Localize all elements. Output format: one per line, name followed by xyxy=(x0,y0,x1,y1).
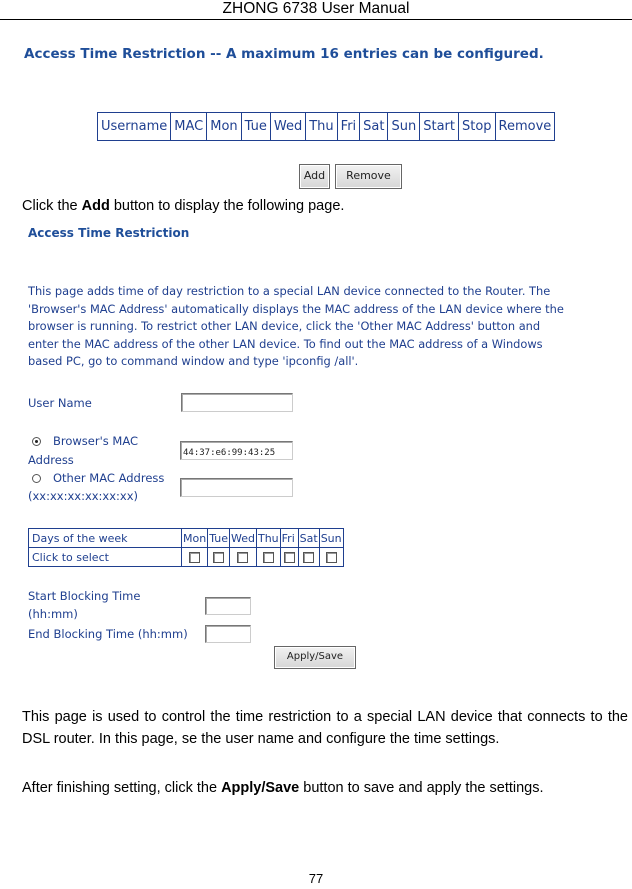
other-mac-input[interactable] xyxy=(180,478,293,497)
apply-save-button[interactable]: Apply/Save xyxy=(274,646,356,669)
day-mon-checkbox[interactable] xyxy=(189,552,200,563)
description-line: enter the MAC address of the other LAN device. To find out the MAC address of a Windows xyxy=(28,336,543,351)
start-blocking-time-input[interactable] xyxy=(205,597,251,615)
access-time-restriction-form-title: Access Time Restriction xyxy=(28,226,190,240)
body-paragraph-2 xyxy=(22,778,544,799)
description-line: based PC, go to command window and type 'ipconfig /all'. xyxy=(28,354,359,368)
end-blocking-time-input[interactable] xyxy=(205,625,251,643)
day-thu-cell xyxy=(256,548,280,567)
day-fri-cell xyxy=(280,548,298,567)
intro-bold-add: Add xyxy=(81,198,110,214)
description-line: This page adds time of day restriction to a special LAN device connected to the Router. The xyxy=(28,284,551,298)
col-mac: MAC xyxy=(171,113,207,141)
col-start: Start xyxy=(420,113,459,141)
day-mon-cell xyxy=(182,548,208,567)
browser-mac-value: 44:37:e6:99:43:25 xyxy=(183,448,276,458)
col-stop: Stop xyxy=(458,113,495,141)
day-mon-header: Mon xyxy=(182,529,208,548)
col-tue: Tue xyxy=(241,113,270,141)
form-description xyxy=(28,283,564,371)
day-thu-checkbox[interactable] xyxy=(263,552,274,563)
day-fri-checkbox[interactable] xyxy=(284,552,295,563)
para2-bold-apply-save: Apply/Save xyxy=(221,780,300,796)
day-tue-cell xyxy=(208,548,230,567)
user-name-label: User Name xyxy=(28,396,92,410)
day-sun-header: Sun xyxy=(319,529,343,548)
col-remove: Remove xyxy=(495,113,555,141)
other-mac-label-1: Other MAC Address xyxy=(53,471,165,485)
access-time-restriction-list-title: Access Time Restriction -- A maximum 16 entries can be configured. xyxy=(24,46,544,62)
day-wed-checkbox[interactable] xyxy=(237,552,248,563)
col-wed: Wed xyxy=(270,113,305,141)
page-number: 77 xyxy=(308,871,324,886)
day-wed-cell xyxy=(230,548,257,567)
browser-mac-radio[interactable] xyxy=(32,437,41,446)
intro-suffix: button to display the following page. xyxy=(109,198,345,214)
browser-mac-label-2: Address xyxy=(28,453,74,467)
days-header-row xyxy=(29,529,344,548)
para2-prefix: After finishing setting, click the xyxy=(22,780,222,796)
browser-mac-label-1: Browser's MAC xyxy=(53,434,139,448)
intro-paragraph xyxy=(22,196,344,217)
days-table xyxy=(28,528,344,567)
day-tue-header: Tue xyxy=(208,529,230,548)
entries-table xyxy=(97,112,555,141)
browser-mac-input[interactable] xyxy=(180,441,293,460)
day-sun-checkbox[interactable] xyxy=(326,552,337,563)
other-mac-label-2: (xx:xx:xx:xx:xx:xx) xyxy=(28,489,139,503)
day-tue-checkbox[interactable] xyxy=(213,552,224,563)
days-header: Days of the week xyxy=(29,529,182,548)
add-button[interactable]: Add xyxy=(299,164,330,189)
start-blocking-label-1: Start Blocking Time xyxy=(28,589,141,603)
col-username: Username xyxy=(98,113,171,141)
para2-suffix: button to save and apply the settings. xyxy=(299,780,544,796)
user-name-input[interactable] xyxy=(181,393,293,412)
other-mac-value xyxy=(181,485,183,495)
description-line: browser is running. To restrict other LAN device, click the 'Other MAC Address' button and xyxy=(28,319,541,333)
col-fri: Fri xyxy=(337,113,360,141)
other-mac-radio[interactable] xyxy=(32,474,41,483)
header-rule xyxy=(0,19,632,20)
day-sat-cell xyxy=(298,548,319,567)
intro-prefix: Click the xyxy=(22,198,82,214)
col-sat: Sat xyxy=(360,113,388,141)
body-paragraph-1: This page is used to control the time restriction to a special LAN device that connects to the DSL router. In this page, se the user name and configure the time settings. xyxy=(22,709,628,747)
page-header: ZHONG 6738 User Manual xyxy=(222,0,410,17)
click-to-select-label: Click to select xyxy=(29,548,182,567)
entries-table-header-row xyxy=(98,113,555,141)
day-fri-header: Fri xyxy=(280,529,298,548)
user-name-value xyxy=(182,400,184,410)
end-blocking-label: End Blocking Time (hh:mm) xyxy=(28,627,188,641)
col-thu: Thu xyxy=(306,113,337,141)
col-sun: Sun xyxy=(388,113,420,141)
day-sat-checkbox[interactable] xyxy=(303,552,314,563)
description-line: 'Browser's MAC Address' automatically displays the MAC address of the LAN device where the xyxy=(28,301,564,316)
start-blocking-label-2: (hh:mm) xyxy=(28,607,78,621)
day-wed-header: Wed xyxy=(230,529,257,548)
day-thu-header: Thu xyxy=(256,529,280,548)
col-mon: Mon xyxy=(207,113,241,141)
day-sat-header: Sat xyxy=(298,529,319,548)
remove-button[interactable]: Remove xyxy=(335,164,402,189)
days-select-row xyxy=(29,548,344,567)
day-sun-cell xyxy=(319,548,343,567)
